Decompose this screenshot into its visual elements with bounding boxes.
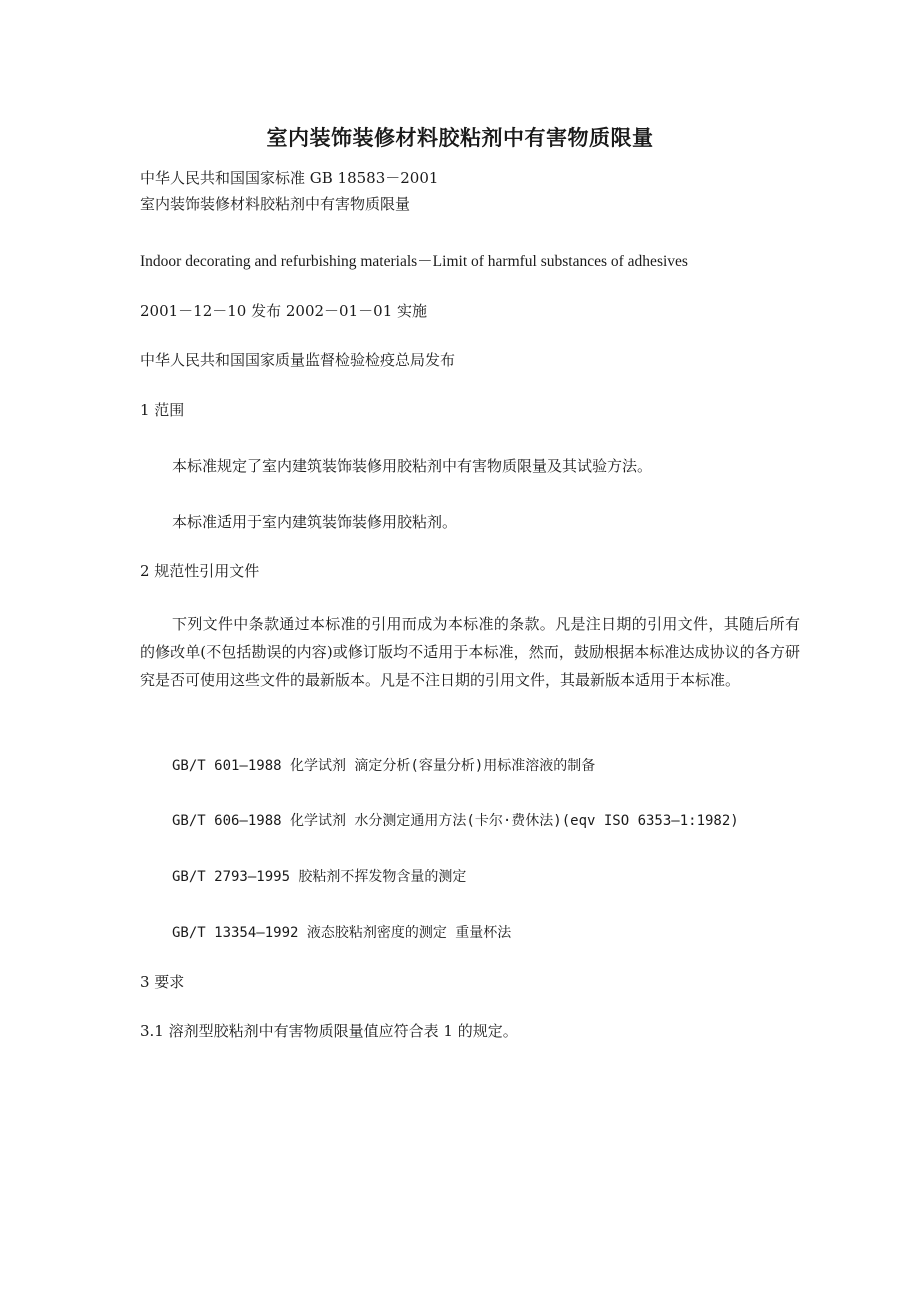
section-1-heading: 1 范围 [140,401,185,419]
chinese-subtitle: 室内装饰装修材料胶粘剂中有害物质限量 [140,195,411,213]
document-title: 室内装饰装修材料胶粘剂中有害物质限量 [266,126,654,150]
reference-item: GB/T 13354—1992 液态胶粘剂密度的测定 重量杯法 [172,925,512,941]
english-subtitle: Indoor decorating and refurbishing materials－Limit of harmful substances of adhesives [140,253,688,270]
section-3-heading: 3 要求 [140,973,185,991]
issuer-line: 中华人民共和国国家质量监督检验检疫总局发布 [140,351,456,369]
references-intro-paragraph: 下列文件中条款通过本标准的引用而成为本标准的条款。凡是注日期的引用文件，其随后所有的修改单(不包括勘误的内容)或修订版均不适用于本标准，然而，鼓励根据本标准达成协议的各方研究是否可使用这些文件的最新版本。凡是不注日期的引用文件，其最新版本适用于本标准。 [140,615,800,689]
reference-item: GB/T 2793—1995 胶粘剂不挥发物含量的测定 [172,869,467,885]
scope-paragraph-2: 本标准适用于室内建筑装饰装修用胶粘剂。 [172,513,458,531]
release-dates: 2001－12－10 发布 2002－01－01 实施 [140,302,428,320]
reference-item: GB/T 601—1988 化学试剂 滴定分析(容量分析)用标准溶液的制备 [172,758,596,774]
requirement-3-1: 3.1 溶剂型胶粘剂中有害物质限量值应符合表 1 的规定。 [140,1022,518,1040]
standard-number-line: 中华人民共和国国家标准 GB 18583－2001 [140,169,439,187]
reference-item: GB/T 606—1988 化学试剂 水分测定通用方法(卡尔·费休法)(eqv ISO 6353—1:1982) [172,813,739,829]
section-2-heading: 2 规范性引用文件 [140,562,260,580]
scope-paragraph-1: 本标准规定了室内建筑装饰装修用胶粘剂中有害物质限量及其试验方法。 [172,457,653,475]
